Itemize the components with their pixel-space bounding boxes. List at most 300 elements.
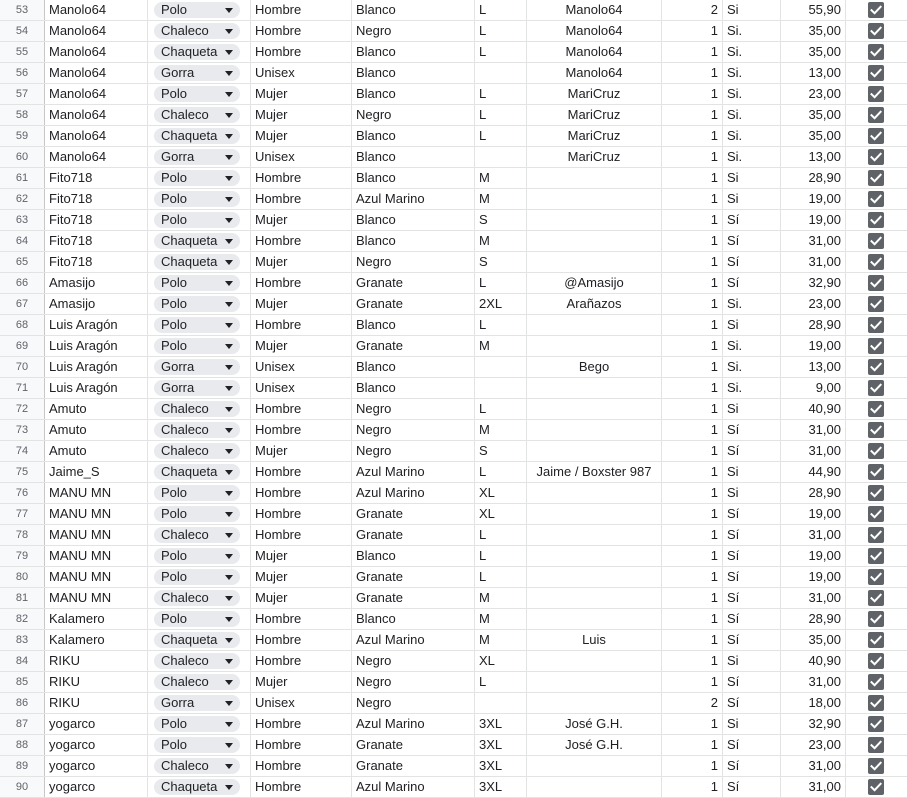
user-cell[interactable]: [45, 105, 148, 125]
product-dropdown-chip[interactable]: [154, 191, 240, 207]
confirmed-cell[interactable]: [723, 252, 781, 272]
checkbox-cell[interactable]: [846, 693, 907, 713]
row-number[interactable]: [0, 420, 45, 440]
size-cell[interactable]: [475, 336, 527, 356]
product-cell[interactable]: [148, 588, 251, 608]
price-cell[interactable]: [781, 231, 846, 251]
dropdown-arrow-icon[interactable]: [225, 428, 233, 433]
price-cell[interactable]: [781, 756, 846, 776]
checkbox-cell[interactable]: [846, 714, 907, 734]
price-cell[interactable]: [781, 42, 846, 62]
gender-cell[interactable]: [251, 357, 352, 377]
confirmed-cell[interactable]: [723, 147, 781, 167]
dropdown-arrow-icon[interactable]: [225, 638, 233, 643]
dropdown-arrow-icon[interactable]: [225, 134, 233, 139]
confirmed-cell[interactable]: [723, 693, 781, 713]
product-cell[interactable]: [148, 399, 251, 419]
price-cell[interactable]: [781, 105, 846, 125]
product-dropdown-chip[interactable]: [154, 149, 240, 165]
size-cell[interactable]: [475, 273, 527, 293]
product-dropdown-chip[interactable]: [154, 737, 240, 753]
quantity-cell[interactable]: [662, 399, 723, 419]
checked-checkbox-icon[interactable]: [868, 695, 884, 711]
checkbox-cell[interactable]: [846, 525, 907, 545]
product-dropdown-chip[interactable]: [154, 464, 240, 480]
confirmed-cell[interactable]: [723, 567, 781, 587]
embroidery-cell[interactable]: [527, 651, 662, 671]
user-cell[interactable]: [45, 189, 148, 209]
color-cell[interactable]: [352, 210, 475, 230]
gender-cell[interactable]: [251, 420, 352, 440]
quantity-cell[interactable]: [662, 441, 723, 461]
embroidery-cell[interactable]: [527, 462, 662, 482]
confirmed-cell[interactable]: [723, 105, 781, 125]
row-number[interactable]: [0, 42, 45, 62]
gender-cell[interactable]: [251, 588, 352, 608]
row-number[interactable]: [0, 84, 45, 104]
embroidery-cell[interactable]: [527, 147, 662, 167]
quantity-cell[interactable]: [662, 525, 723, 545]
price-cell[interactable]: [781, 483, 846, 503]
confirmed-cell[interactable]: [723, 651, 781, 671]
size-cell[interactable]: [475, 294, 527, 314]
product-cell[interactable]: [148, 609, 251, 629]
product-cell[interactable]: [148, 21, 251, 41]
row-number[interactable]: [0, 294, 45, 314]
color-cell[interactable]: [352, 42, 475, 62]
quantity-cell[interactable]: [662, 84, 723, 104]
gender-cell[interactable]: [251, 231, 352, 251]
dropdown-arrow-icon[interactable]: [225, 512, 233, 517]
checkbox-cell[interactable]: [846, 0, 907, 20]
price-cell[interactable]: [781, 525, 846, 545]
color-cell[interactable]: [352, 420, 475, 440]
quantity-cell[interactable]: [662, 672, 723, 692]
product-dropdown-chip[interactable]: [154, 296, 240, 312]
dropdown-arrow-icon[interactable]: [225, 197, 233, 202]
product-dropdown-chip[interactable]: [154, 632, 240, 648]
product-cell[interactable]: [148, 504, 251, 524]
size-cell[interactable]: [475, 231, 527, 251]
product-cell[interactable]: [148, 630, 251, 650]
size-cell[interactable]: [475, 210, 527, 230]
gender-cell[interactable]: [251, 105, 352, 125]
price-cell[interactable]: [781, 630, 846, 650]
user-cell[interactable]: [45, 714, 148, 734]
user-cell[interactable]: [45, 84, 148, 104]
embroidery-cell[interactable]: [527, 399, 662, 419]
checked-checkbox-icon[interactable]: [868, 380, 884, 396]
size-cell[interactable]: [475, 630, 527, 650]
product-dropdown-chip[interactable]: [154, 779, 240, 795]
product-cell[interactable]: [148, 273, 251, 293]
size-cell[interactable]: [475, 693, 527, 713]
quantity-cell[interactable]: [662, 42, 723, 62]
product-cell[interactable]: [148, 210, 251, 230]
dropdown-arrow-icon[interactable]: [225, 617, 233, 622]
row-number[interactable]: [0, 714, 45, 734]
gender-cell[interactable]: [251, 147, 352, 167]
color-cell[interactable]: [352, 588, 475, 608]
row-number[interactable]: [0, 378, 45, 398]
quantity-cell[interactable]: [662, 651, 723, 671]
price-cell[interactable]: [781, 651, 846, 671]
quantity-cell[interactable]: [662, 63, 723, 83]
checked-checkbox-icon[interactable]: [868, 506, 884, 522]
size-cell[interactable]: [475, 588, 527, 608]
embroidery-cell[interactable]: [527, 210, 662, 230]
gender-cell[interactable]: [251, 546, 352, 566]
row-number[interactable]: [0, 588, 45, 608]
price-cell[interactable]: [781, 336, 846, 356]
embroidery-cell[interactable]: [527, 420, 662, 440]
confirmed-cell[interactable]: [723, 714, 781, 734]
quantity-cell[interactable]: [662, 504, 723, 524]
price-cell[interactable]: [781, 609, 846, 629]
product-cell[interactable]: [148, 315, 251, 335]
price-cell[interactable]: [781, 567, 846, 587]
checkbox-cell[interactable]: [846, 273, 907, 293]
confirmed-cell[interactable]: [723, 609, 781, 629]
size-cell[interactable]: [475, 42, 527, 62]
confirmed-cell[interactable]: [723, 210, 781, 230]
product-cell[interactable]: [148, 567, 251, 587]
checked-checkbox-icon[interactable]: [868, 758, 884, 774]
color-cell[interactable]: [352, 147, 475, 167]
embroidery-cell[interactable]: [527, 525, 662, 545]
color-cell[interactable]: [352, 672, 475, 692]
size-cell[interactable]: [475, 546, 527, 566]
size-cell[interactable]: [475, 84, 527, 104]
quantity-cell[interactable]: [662, 714, 723, 734]
product-dropdown-chip[interactable]: [154, 422, 240, 438]
checked-checkbox-icon[interactable]: [868, 65, 884, 81]
row-number[interactable]: [0, 504, 45, 524]
color-cell[interactable]: [352, 84, 475, 104]
product-cell[interactable]: [148, 735, 251, 755]
quantity-cell[interactable]: [662, 777, 723, 797]
gender-cell[interactable]: [251, 609, 352, 629]
product-dropdown-chip[interactable]: [154, 611, 240, 627]
embroidery-cell[interactable]: [527, 441, 662, 461]
confirmed-cell[interactable]: [723, 336, 781, 356]
checked-checkbox-icon[interactable]: [868, 2, 884, 18]
user-cell[interactable]: [45, 147, 148, 167]
checked-checkbox-icon[interactable]: [868, 527, 884, 543]
embroidery-cell[interactable]: [527, 567, 662, 587]
checked-checkbox-icon[interactable]: [868, 653, 884, 669]
checked-checkbox-icon[interactable]: [868, 569, 884, 585]
user-cell[interactable]: [45, 441, 148, 461]
user-cell[interactable]: [45, 126, 148, 146]
gender-cell[interactable]: [251, 315, 352, 335]
product-dropdown-chip[interactable]: [154, 443, 240, 459]
gender-cell[interactable]: [251, 630, 352, 650]
dropdown-arrow-icon[interactable]: [225, 113, 233, 118]
confirmed-cell[interactable]: [723, 189, 781, 209]
product-dropdown-chip[interactable]: [154, 716, 240, 732]
color-cell[interactable]: [352, 21, 475, 41]
checked-checkbox-icon[interactable]: [868, 422, 884, 438]
checkbox-cell[interactable]: [846, 567, 907, 587]
color-cell[interactable]: [352, 252, 475, 272]
confirmed-cell[interactable]: [723, 483, 781, 503]
color-cell[interactable]: [352, 714, 475, 734]
price-cell[interactable]: [781, 462, 846, 482]
dropdown-arrow-icon[interactable]: [225, 176, 233, 181]
checked-checkbox-icon[interactable]: [868, 548, 884, 564]
confirmed-cell[interactable]: [723, 630, 781, 650]
row-number[interactable]: [0, 315, 45, 335]
checked-checkbox-icon[interactable]: [868, 779, 884, 795]
embroidery-cell[interactable]: [527, 315, 662, 335]
embroidery-cell[interactable]: [527, 63, 662, 83]
user-cell[interactable]: [45, 42, 148, 62]
color-cell[interactable]: [352, 630, 475, 650]
dropdown-arrow-icon[interactable]: [225, 701, 233, 706]
product-dropdown-chip[interactable]: [154, 254, 240, 270]
product-dropdown-chip[interactable]: [154, 548, 240, 564]
confirmed-cell[interactable]: [723, 546, 781, 566]
embroidery-cell[interactable]: [527, 546, 662, 566]
embroidery-cell[interactable]: [527, 21, 662, 41]
row-number[interactable]: [0, 777, 45, 797]
checked-checkbox-icon[interactable]: [868, 170, 884, 186]
embroidery-cell[interactable]: [527, 126, 662, 146]
row-number[interactable]: [0, 357, 45, 377]
color-cell[interactable]: [352, 504, 475, 524]
price-cell[interactable]: [781, 315, 846, 335]
product-cell[interactable]: [148, 252, 251, 272]
price-cell[interactable]: [781, 273, 846, 293]
checkbox-cell[interactable]: [846, 252, 907, 272]
checkbox-cell[interactable]: [846, 294, 907, 314]
gender-cell[interactable]: [251, 525, 352, 545]
product-dropdown-chip[interactable]: [154, 317, 240, 333]
embroidery-cell[interactable]: [527, 714, 662, 734]
user-cell[interactable]: [45, 630, 148, 650]
checkbox-cell[interactable]: [846, 777, 907, 797]
confirmed-cell[interactable]: [723, 168, 781, 188]
checked-checkbox-icon[interactable]: [868, 233, 884, 249]
row-number[interactable]: [0, 147, 45, 167]
price-cell[interactable]: [781, 735, 846, 755]
price-cell[interactable]: [781, 168, 846, 188]
checkbox-cell[interactable]: [846, 672, 907, 692]
quantity-cell[interactable]: [662, 420, 723, 440]
confirmed-cell[interactable]: [723, 231, 781, 251]
product-dropdown-chip[interactable]: [154, 65, 240, 81]
row-number[interactable]: [0, 0, 45, 20]
dropdown-arrow-icon[interactable]: [225, 785, 233, 790]
user-cell[interactable]: [45, 609, 148, 629]
price-cell[interactable]: [781, 126, 846, 146]
user-cell[interactable]: [45, 588, 148, 608]
checked-checkbox-icon[interactable]: [868, 149, 884, 165]
product-cell[interactable]: [148, 756, 251, 776]
size-cell[interactable]: [475, 567, 527, 587]
product-cell[interactable]: [148, 231, 251, 251]
size-cell[interactable]: [475, 189, 527, 209]
color-cell[interactable]: [352, 231, 475, 251]
color-cell[interactable]: [352, 756, 475, 776]
quantity-cell[interactable]: [662, 693, 723, 713]
embroidery-cell[interactable]: [527, 42, 662, 62]
row-number[interactable]: [0, 21, 45, 41]
product-dropdown-chip[interactable]: [154, 170, 240, 186]
quantity-cell[interactable]: [662, 588, 723, 608]
row-number[interactable]: [0, 63, 45, 83]
quantity-cell[interactable]: [662, 357, 723, 377]
confirmed-cell[interactable]: [723, 504, 781, 524]
confirmed-cell[interactable]: [723, 84, 781, 104]
user-cell[interactable]: [45, 525, 148, 545]
checkbox-cell[interactable]: [846, 357, 907, 377]
quantity-cell[interactable]: [662, 378, 723, 398]
row-number[interactable]: [0, 462, 45, 482]
embroidery-cell[interactable]: [527, 357, 662, 377]
user-cell[interactable]: [45, 252, 148, 272]
dropdown-arrow-icon[interactable]: [225, 365, 233, 370]
price-cell[interactable]: [781, 63, 846, 83]
user-cell[interactable]: [45, 735, 148, 755]
row-number[interactable]: [0, 189, 45, 209]
size-cell[interactable]: [475, 0, 527, 20]
checkbox-cell[interactable]: [846, 168, 907, 188]
checked-checkbox-icon[interactable]: [868, 611, 884, 627]
dropdown-arrow-icon[interactable]: [225, 596, 233, 601]
price-cell[interactable]: [781, 504, 846, 524]
user-cell[interactable]: [45, 168, 148, 188]
product-cell[interactable]: [148, 378, 251, 398]
checkbox-cell[interactable]: [846, 84, 907, 104]
quantity-cell[interactable]: [662, 462, 723, 482]
color-cell[interactable]: [352, 399, 475, 419]
dropdown-arrow-icon[interactable]: [225, 29, 233, 34]
dropdown-arrow-icon[interactable]: [225, 491, 233, 496]
row-number[interactable]: [0, 672, 45, 692]
checkbox-cell[interactable]: [846, 105, 907, 125]
price-cell[interactable]: [781, 84, 846, 104]
product-cell[interactable]: [148, 714, 251, 734]
size-cell[interactable]: [475, 441, 527, 461]
embroidery-cell[interactable]: [527, 105, 662, 125]
confirmed-cell[interactable]: [723, 0, 781, 20]
checkbox-cell[interactable]: [846, 21, 907, 41]
checkbox-cell[interactable]: [846, 231, 907, 251]
price-cell[interactable]: [781, 0, 846, 20]
checked-checkbox-icon[interactable]: [868, 359, 884, 375]
color-cell[interactable]: [352, 63, 475, 83]
price-cell[interactable]: [781, 21, 846, 41]
dropdown-arrow-icon[interactable]: [225, 302, 233, 307]
embroidery-cell[interactable]: [527, 756, 662, 776]
checkbox-cell[interactable]: [846, 336, 907, 356]
embroidery-cell[interactable]: [527, 735, 662, 755]
checked-checkbox-icon[interactable]: [868, 674, 884, 690]
checked-checkbox-icon[interactable]: [868, 23, 884, 39]
dropdown-arrow-icon[interactable]: [225, 764, 233, 769]
quantity-cell[interactable]: [662, 567, 723, 587]
quantity-cell[interactable]: [662, 483, 723, 503]
embroidery-cell[interactable]: [527, 168, 662, 188]
confirmed-cell[interactable]: [723, 294, 781, 314]
checked-checkbox-icon[interactable]: [868, 254, 884, 270]
quantity-cell[interactable]: [662, 105, 723, 125]
checked-checkbox-icon[interactable]: [868, 737, 884, 753]
row-number[interactable]: [0, 336, 45, 356]
checkbox-cell[interactable]: [846, 756, 907, 776]
checked-checkbox-icon[interactable]: [868, 212, 884, 228]
product-dropdown-chip[interactable]: [154, 674, 240, 690]
size-cell[interactable]: [475, 651, 527, 671]
color-cell[interactable]: [352, 441, 475, 461]
product-cell[interactable]: [148, 462, 251, 482]
embroidery-cell[interactable]: [527, 672, 662, 692]
size-cell[interactable]: [475, 525, 527, 545]
product-dropdown-chip[interactable]: [154, 107, 240, 123]
product-dropdown-chip[interactable]: [154, 2, 240, 18]
size-cell[interactable]: [475, 252, 527, 272]
checkbox-cell[interactable]: [846, 609, 907, 629]
product-dropdown-chip[interactable]: [154, 569, 240, 585]
product-cell[interactable]: [148, 63, 251, 83]
user-cell[interactable]: [45, 399, 148, 419]
confirmed-cell[interactable]: [723, 21, 781, 41]
row-number[interactable]: [0, 252, 45, 272]
dropdown-arrow-icon[interactable]: [225, 680, 233, 685]
checked-checkbox-icon[interactable]: [868, 464, 884, 480]
user-cell[interactable]: [45, 315, 148, 335]
price-cell[interactable]: [781, 252, 846, 272]
size-cell[interactable]: [475, 735, 527, 755]
quantity-cell[interactable]: [662, 630, 723, 650]
product-cell[interactable]: [148, 42, 251, 62]
checkbox-cell[interactable]: [846, 63, 907, 83]
color-cell[interactable]: [352, 315, 475, 335]
size-cell[interactable]: [475, 21, 527, 41]
size-cell[interactable]: [475, 462, 527, 482]
product-cell[interactable]: [148, 483, 251, 503]
confirmed-cell[interactable]: [723, 63, 781, 83]
gender-cell[interactable]: [251, 0, 352, 20]
checkbox-cell[interactable]: [846, 399, 907, 419]
quantity-cell[interactable]: [662, 147, 723, 167]
confirmed-cell[interactable]: [723, 756, 781, 776]
user-cell[interactable]: [45, 462, 148, 482]
product-cell[interactable]: [148, 525, 251, 545]
color-cell[interactable]: [352, 378, 475, 398]
embroidery-cell[interactable]: [527, 483, 662, 503]
gender-cell[interactable]: [251, 336, 352, 356]
dropdown-arrow-icon[interactable]: [225, 659, 233, 664]
row-number[interactable]: [0, 210, 45, 230]
color-cell[interactable]: [352, 483, 475, 503]
checked-checkbox-icon[interactable]: [868, 401, 884, 417]
checkbox-cell[interactable]: [846, 147, 907, 167]
color-cell[interactable]: [352, 546, 475, 566]
color-cell[interactable]: [352, 693, 475, 713]
checked-checkbox-icon[interactable]: [868, 485, 884, 501]
product-dropdown-chip[interactable]: [154, 527, 240, 543]
color-cell[interactable]: [352, 105, 475, 125]
embroidery-cell[interactable]: [527, 273, 662, 293]
product-dropdown-chip[interactable]: [154, 590, 240, 606]
confirmed-cell[interactable]: [723, 777, 781, 797]
checked-checkbox-icon[interactable]: [868, 590, 884, 606]
dropdown-arrow-icon[interactable]: [225, 470, 233, 475]
row-number[interactable]: [0, 630, 45, 650]
